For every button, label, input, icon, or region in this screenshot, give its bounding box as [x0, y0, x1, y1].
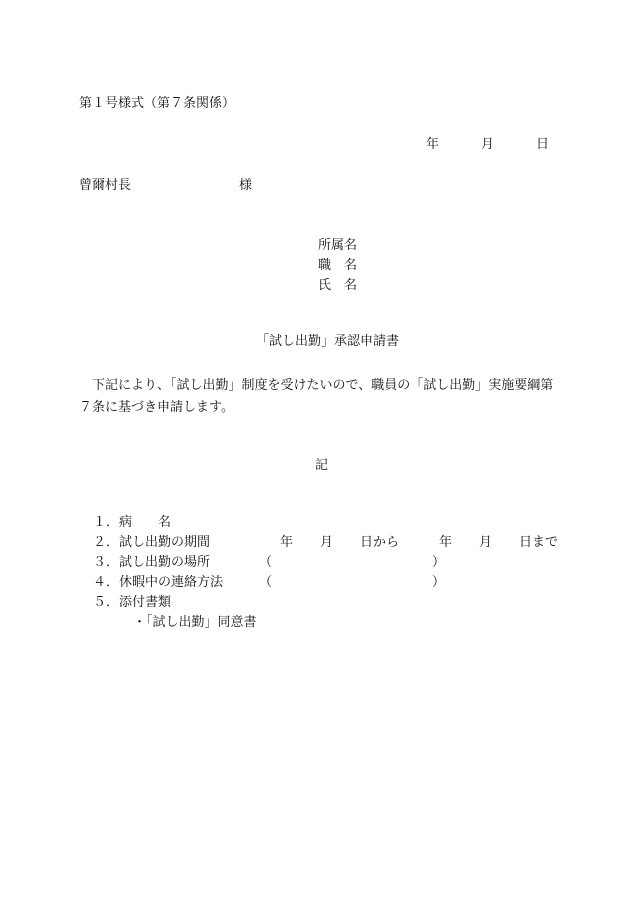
item-number: ２． [93, 535, 120, 550]
open-paren: （ [259, 555, 273, 570]
item-label: 試し出勤の期間 [119, 535, 211, 550]
item-number: １． [93, 515, 120, 530]
applicant-name-label: 氏 名 [318, 278, 358, 293]
applicant-affiliation-label: 所属名 [318, 238, 358, 253]
body-line-2: ７条に基づき申請します。 [79, 400, 234, 415]
period-start-year: 年 [280, 535, 294, 550]
item-number: ５． [93, 595, 120, 610]
item-label: 添付書類 [119, 595, 172, 610]
item-label: 試し出勤の場所 [119, 555, 211, 570]
addressee-honorific: 様 [239, 178, 253, 193]
date-day-label: 日 [536, 137, 550, 152]
period-end-month: 月 [479, 535, 493, 550]
item-label: 病 名 [119, 515, 172, 530]
open-paren: （ [259, 575, 273, 590]
applicant-block [318, 236, 357, 296]
date-year-label: 年 [426, 137, 440, 152]
addressee-name: 曾爾村長 [79, 178, 132, 193]
applicant-position-label: 職 名 [318, 258, 358, 273]
close-paren: ） [432, 555, 446, 570]
period-end-day: 日まで [519, 535, 559, 550]
form-number: 第１号様式（第７条関係） [79, 96, 236, 111]
period-end-year: 年 [439, 535, 453, 550]
item-number: ４． [93, 575, 120, 590]
document-title: 「試し出勤」承認申請書 [256, 334, 400, 349]
date-month-label: 月 [481, 137, 495, 152]
ki-heading: 記 [315, 458, 329, 473]
item-number: ３． [93, 555, 120, 570]
item-label: 休暇中の連絡方法 [119, 575, 224, 590]
close-paren: ） [432, 575, 446, 590]
period-start-day: 日から [360, 535, 400, 550]
body-line-1: 下記により、「試し出勤」制度を受けたいので、職員の「試し出勤」実施要綱第 [92, 378, 554, 393]
body-text [79, 375, 559, 419]
attachment-label: ・「試し出勤」同意書 [133, 615, 257, 630]
period-start-month: 月 [320, 535, 334, 550]
